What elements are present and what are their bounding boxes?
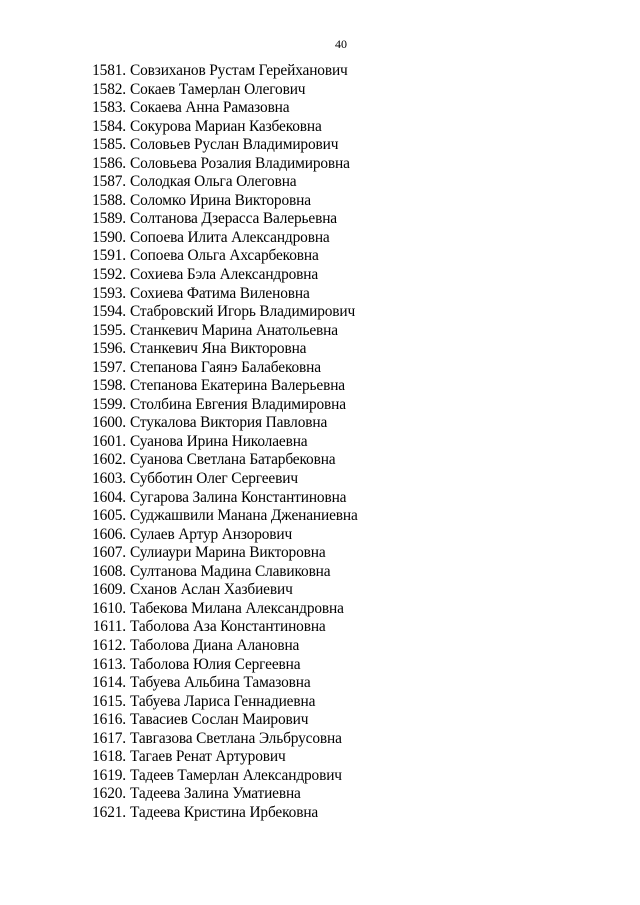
entry-number: 1592. [92,266,126,284]
list-item [70,118,358,137]
entry-number: 1619. [92,766,126,784]
entry-number: 1606. [92,525,126,543]
list-item [70,285,358,304]
entry-name: Сокаев Тамерлан Олегович [130,80,306,98]
entry-number: 1586. [92,154,126,172]
list-item [70,340,358,359]
entry-name: Суанова Светлана Батарбековна [130,451,336,469]
list-item [70,81,358,100]
list-item [70,767,358,786]
entry-number: 1585. [92,136,126,154]
entry-number: 1598. [92,377,126,395]
entry-name: Сугарова Залина Константиновна [130,488,347,506]
list-item [70,581,358,600]
list-item [70,433,358,452]
list-item [70,656,358,675]
entry-name: Таболова Диана Алановна [130,636,300,654]
list-item [70,804,358,823]
entry-number: 1590. [92,228,126,246]
list-item [70,526,358,545]
entry-name: Станкевич Яна Викторовна [130,340,307,358]
entry-number: 1621. [92,803,126,821]
entry-number: 1595. [92,321,126,339]
entry-name: Табуева Альбина Тамазовна [130,674,311,692]
entry-name: Сокурова Мариан Казбековна [130,117,322,135]
entry-name: Соломко Ирина Викторовна [130,191,311,209]
list-item [70,247,358,266]
list-item [70,785,358,804]
entry-number: 1599. [92,395,126,413]
entry-name: Султанова Мадина Славиковна [130,562,331,580]
list-item [70,377,358,396]
list-item [70,99,358,118]
entry-number: 1607. [92,544,126,562]
entry-number: 1601. [92,432,126,450]
entry-number: 1594. [92,303,126,321]
entry-number: 1589. [92,210,126,228]
entry-number: 1591. [92,247,126,265]
entry-number: 1588. [92,191,126,209]
list-item [70,136,358,155]
entry-number: 1614. [92,674,126,692]
entry-name: Стукалова Виктория Павловна [130,414,328,432]
entry-number: 1608. [92,562,126,580]
entry-name: Тагаев Ренат Артурович [130,748,286,766]
entry-number: 1583. [92,99,126,117]
entry-number: 1604. [92,488,126,506]
list-item [70,618,358,637]
entry-name: Степанова Гаянэ Балабековна [130,358,321,376]
entry-name: Солодкая Ольга Олеговна [130,173,297,191]
entry-name: Сохиева Фатима Виленовна [130,284,310,302]
entry-name: Тадеева Кристина Ирбековна [130,803,319,821]
list-item [70,674,358,693]
list-item [70,470,358,489]
entry-number: 1611. [92,618,126,636]
entry-name: Сханов Аслан Хазбиевич [130,581,293,599]
entry-number: 1615. [92,692,126,710]
list-item [70,173,358,192]
list-item [70,544,358,563]
list-item [70,359,358,378]
list-item [70,600,358,619]
entry-name: Субботин Олег Сергеевич [130,470,298,488]
list-item [70,637,358,656]
entry-name: Таболова Аза Константиновна [130,618,326,636]
entry-name: Табуева Лариса Геннадиевна [130,692,316,710]
entry-name: Таболова Юлия Сергеевна [130,655,301,673]
entry-number: 1593. [92,284,126,302]
entry-name: Солтанова Дзерасса Валерьевна [130,210,337,228]
entry-name: Сопоева Илита Александровна [130,228,330,246]
page-number: 40 [335,37,347,51]
entry-number: 1602. [92,451,126,469]
list-item [70,711,358,730]
list-item [70,693,358,712]
entry-number: 1613. [92,655,126,673]
entry-number: 1582. [92,80,126,98]
list-item [70,730,358,749]
entry-name: Табекова Милана Александровна [130,599,344,617]
entry-number: 1612. [92,636,126,654]
entry-number: 1605. [92,507,126,525]
name-list [70,62,358,822]
list-item [70,192,358,211]
entry-name: Тадеева Залина Уматиевна [130,785,301,803]
entry-number: 1617. [92,729,126,747]
entry-number: 1616. [92,711,126,729]
entry-name: Стабровский Игорь Владимирович [130,303,356,321]
entry-name: Сулаев Артур Анзорович [130,525,293,543]
list-item [70,563,358,582]
entry-number: 1597. [92,358,126,376]
entry-number: 1610. [92,599,126,617]
entry-number: 1603. [92,470,126,488]
list-item [70,489,358,508]
entry-name: Тадеев Тамерлан Александрович [130,766,342,784]
list-item [70,155,358,174]
entry-name: Сопоева Ольга Ахсарбековна [130,247,319,265]
list-item [70,266,358,285]
entry-name: Соловьева Розалия Владимировна [130,154,350,172]
entry-number: 1620. [92,785,126,803]
entry-name: Сулиаури Марина Викторовна [130,544,326,562]
entry-name: Соловьев Руслан Владимирович [130,136,339,154]
list-item [70,396,358,415]
entry-name: Суанова Ирина Николаевна [130,432,308,450]
list-item [70,62,358,81]
list-item [70,322,358,341]
list-item [70,414,358,433]
entry-number: 1596. [92,340,126,358]
list-item [70,229,358,248]
entry-number: 1584. [92,117,126,135]
entry-name: Сокаева Анна Рамазовна [130,99,290,117]
entry-number: 1587. [92,173,126,191]
list-item [70,748,358,767]
entry-name: Сохиева Бэла Александровна [130,266,319,284]
entry-name: Станкевич Марина Анатольевна [130,321,338,339]
entry-name: Степанова Екатерина Валерьевна [130,377,345,395]
list-item [70,451,358,470]
entry-name: Суджашвили Манана Дженаниевна [130,507,358,525]
entry-name: Тавасиев Сослан Маирович [130,711,309,729]
entry-name: Столбина Евгения Владимировна [130,395,346,413]
entry-number: 1618. [92,748,126,766]
entry-number: 1609. [92,581,126,599]
entry-name: Тавгазова Светлана Эльбрусовна [130,729,342,747]
list-item [70,210,358,229]
list-item [70,303,358,322]
list-item [70,507,358,526]
entry-number: 1581. [92,62,126,79]
entry-name: Совзиханов Рустам Герейханович [130,62,348,79]
entry-number: 1600. [92,414,126,432]
